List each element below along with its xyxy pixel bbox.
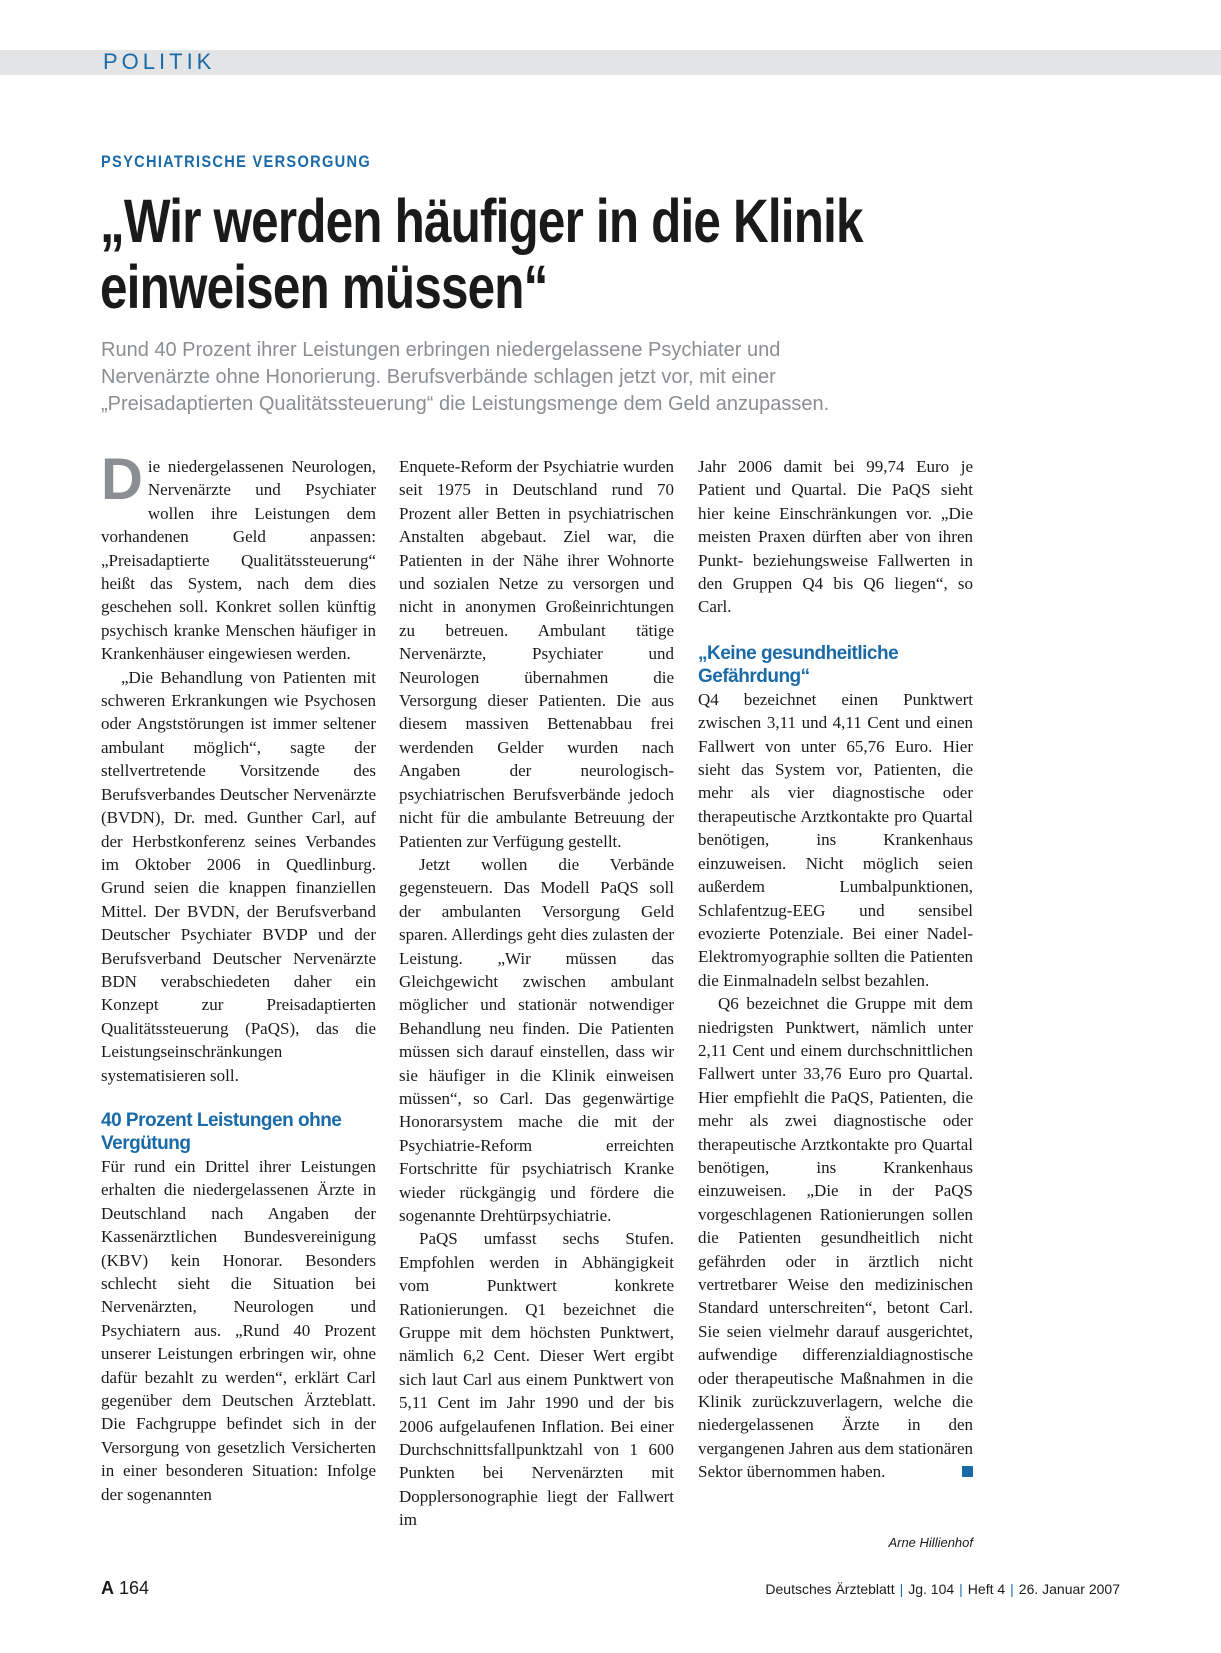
paragraph: Enquete-Reform der Psychiatrie wurden seit 1975 in Deutschland rund 70 Prozent aller Betten in psychiatrischen Anstalten abgebaut. Ziel war, die Patienten in der Nähe ihrer Wohnorte und sozialen Netze zu versorgen und nicht in anonymen Großeinrichtungen zu betreuen. Ambulant tätige Nervenärzte, Psychiater und Neurologen übernahmen die Versorgung dieser Patienten. Die aus diesem massiven Bettenabbau frei werdenden Gelder wurden nach Angaben der neurologisch-psychiatrischen Berufsverbände jedoch nicht für die ambulante Betreuung der Patienten zur Verfügung gestellt. bbox=[399, 457, 674, 851]
page-number: 164 bbox=[119, 1578, 150, 1598]
headline-line-2: einweisen müssen“ bbox=[100, 253, 548, 321]
footer-separator: | bbox=[1010, 1581, 1014, 1597]
page-prefix: A bbox=[101, 1578, 114, 1598]
paragraph bbox=[101, 447, 376, 666]
author-byline: Arne Hillienhof bbox=[888, 1535, 973, 1550]
standfirst-line-2: Nervenärzte ohne Honorierung. Berufsverbände schlagen jetzt vor, mit einer bbox=[101, 366, 776, 388]
article-headline bbox=[100, 188, 1032, 320]
paragraph: PaQS umfasst sechs Stufen. Empfohlen werden in Abhängigkeit vom Punktwert konkrete Rationierungen. Q1 bezeichnet die Gruppe mit dem höchsten Punktwert, nämlich 6,2 Cent. Dieser Wert ergibt sich laut Carl aus einem Punktwert von 5,11 Cent im Jahr 1990 und der bis 2006 aufgelaufenen Inflation. Bei einer Durchschnittsfallpunktzahl von 1 600 Punkten bei Nervenärzten mit Dopplersonographie liegt der Fallwert im bbox=[399, 1229, 674, 1530]
article-column-1 bbox=[101, 447, 376, 1506]
page-folio bbox=[101, 1578, 149, 1599]
article-kicker: PSYCHIATRISCHE VERSORGUNG bbox=[101, 152, 371, 171]
journal-date: 26. Januar 2007 bbox=[1018, 1581, 1120, 1597]
paragraph bbox=[698, 992, 973, 1484]
journal-volume: Jg. 104 bbox=[908, 1581, 955, 1597]
standfirst-line-1: Rund 40 Prozent ihrer Leistungen erbringen niedergelassene Psychiater und bbox=[101, 339, 781, 361]
paragraph-text: ie niedergelassenen Neurologen, Nervenärzte und Psychiater wollen ihre Leistungen dem vorhandenen Geld anpassen: „Preisadaptierte Qualitätssteuerung“ heißt das System, nach dem dies geschehen soll. Konkret sollen künftig psychisch kranke Menschen häufiger in Krankenhäuser eingewiesen werden. bbox=[101, 457, 376, 664]
article-column-3 bbox=[698, 455, 973, 1484]
headline-line-1: „Wir werden häufiger in die Klinik bbox=[100, 187, 863, 255]
end-square-icon bbox=[962, 1466, 973, 1477]
paragraph: Q4 bezeichnet einen Punktwert zwischen 3,11 und 4,11 Cent und einen Fallwert von unter 65,76 Euro. Hier sieht das System vor, Patienten, die mehr als vier diagnostische oder therapeutische Arztkontakte pro Quartal benötigen, ins Krankenhaus einzuweisen. Nicht möglich seien außerdem Lumbalpunktionen, Schlafentzug-EEG und sensibel evozierte Potenziale. Bei einer Nadel-Elektromyographie sollten die Patienten die Einmalnadeln selbst bezahlen. bbox=[698, 689, 973, 990]
paragraph: Jetzt wollen die Verbände gegensteuern. Das Modell PaQS soll der ambulanten Versorgung Geld sparen. Allerdings geht dies zulasten der Leistung. „Wir müssen das Gleichgewicht zwischen ambulant möglicher und stationär notwendiger Behandlung neu finden. Die Patienten müssen sich darauf einstellen, dass wir sie häufiger in die Klinik einweisen müssen“, so Carl. Das gegenwärtige Honorarsystem mache die mit der Psychiatrie-Reform erreichten Fortschritte für psychiatrisch Kranke wieder rückgängig und fördere die sogenannte Drehtürpsychiatrie. bbox=[399, 854, 674, 1225]
article-column-2 bbox=[399, 455, 674, 1532]
article-standfirst bbox=[101, 337, 981, 418]
footer-separator: | bbox=[899, 1581, 904, 1597]
paragraph: Jahr 2006 damit bei 99,74 Euro je Patient und Quartal. Die PaQS sieht hier keine Einschränkungen vor. „Die meisten Praxen dürften aber von ihren Punkt- beziehungsweise Fallwerten in den Gruppen Q4 bis Q6 liegen“, so Carl. bbox=[698, 457, 973, 617]
standfirst-line-3: „Preisadaptierten Qualitätssteuerung“ die Leistungsmenge dem Geld anzupassen. bbox=[101, 393, 830, 415]
journal-name: Deutsches Ärzteblatt bbox=[765, 1581, 895, 1597]
section-label: POLITIK bbox=[103, 49, 216, 74]
paragraph-text: Q6 bezeichnet die Gruppe mit dem niedrigsten Punktwert, nämlich unter 2,11 Cent und einem durchschnittlichen Fallwert unter 33,76 Euro pro Quartal. Hier empfiehlt die PaQS, Patienten, die mehr als zwei diagnostische oder therapeutische Arztkontakte pro Quartal benötigen, ins Krankenhaus einzuweisen. „Die in der PaQS vorgeschlagenen Rationierungen sollen die Patienten gesundheitlich nicht gefährden oder in ärztlich nicht vertretbarer Weise den medizinischen Standard unterschreiten“, betont Carl. Sie seien vielmehr darauf ausgerichtet, aufwendige differenzialdiagnostische oder therapeutische Maßnahmen in die Klinik zurückzuverlagern, welche die niedergelassenen Ärzte in den vergangenen Jahren aus dem stationären Sektor übernommen haben. bbox=[698, 994, 973, 1482]
subheading: 40 Prozent Leistungen ohne Vergütung bbox=[101, 1109, 342, 1154]
paragraph: „Die Behandlung von Patienten mit schweren Erkrankungen wie Psychosen oder Angststörungen ist immer seltener ambulant möglich“, sagte der stellvertretende Vorsitzende des Berufsverbandes Deutscher Nervenärzte (BVDN), Dr. med. Gunther Carl, auf der Herbstkonferenz seines Verbandes im Oktober 2006 in Quedlinburg. Grund seien die knappen finanziellen Mittel. Der BVDN, der Berufsverband Deutscher Psychiater BVDP und der Berufsverband Deutscher Nervenärzte BDN verabschiedeten daher ein Konzept zur Preisadaptierten Qualitätssteuerung (PaQS), das die Leistungseinschränkungen systematisieren soll. bbox=[101, 667, 376, 1085]
journal-footer bbox=[765, 1581, 1120, 1597]
paragraph: Für rund ein Drittel ihrer Leistungen erhalten die niedergelassenen Ärzte in Deutschland nach Angaben der Kassenärztlichen Bundesvereinigung (KBV) kein Honorar. Besonders schlecht sieht die Situation bei Nervenärzten, Neurologen und Psychiatern aus. „Rund 40 Prozent unserer Leistungen erbringen wir, ohne dafür bezahlt zu werden“, erklärt Carl gegenüber dem Deutschen Ärzteblatt. Die Fachgruppe befindet sich in der Versorgung von gesetzlich Versicherten in einer besonderen Situation: Infolge der sogenannten bbox=[101, 1156, 376, 1504]
subheading: „Keine gesundheitliche Gefährdung“ bbox=[698, 642, 899, 687]
footer-separator: | bbox=[959, 1581, 963, 1597]
drop-cap: D bbox=[101, 447, 143, 512]
journal-issue: Heft 4 bbox=[967, 1581, 1006, 1597]
